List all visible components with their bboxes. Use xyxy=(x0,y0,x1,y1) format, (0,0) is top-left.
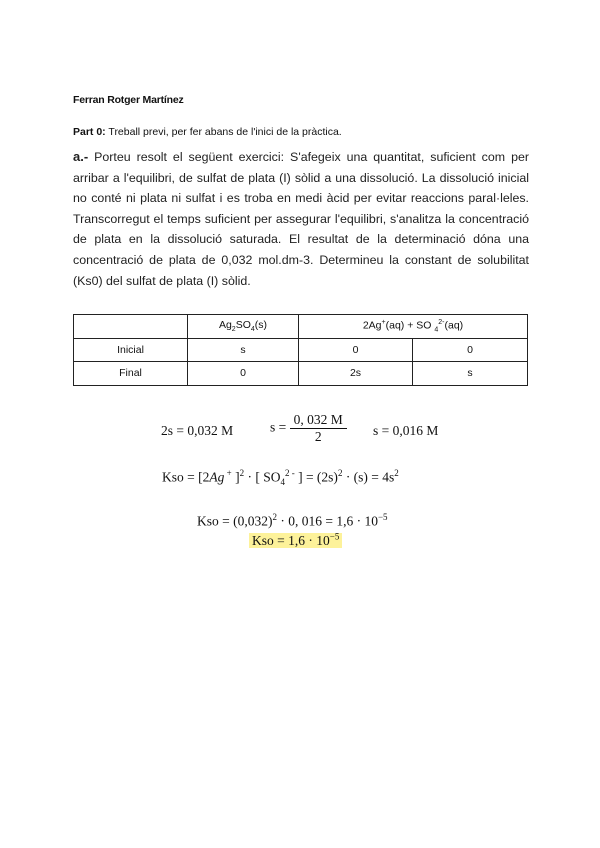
part0-label: Part 0: xyxy=(73,126,106,138)
equation-kso-result xyxy=(249,531,342,549)
equation-kso-expression: Kso = [2Ag + ]$^2$ · [ $SO_4^{2 -}$ ] = $(2s)^2 \cdot (s) = 4s^2$ xyxy=(162,468,399,488)
table-cell-label: Inicial xyxy=(74,338,188,362)
exercise-text: Porteu resolt el següent exercici: S'afegeix una quantitat, suficient com per arribar a l'equilibri, de sulfat de plata (I) sòlid a una dissolució. La dissolució inicial no conté ni plata ni sulfat i es troba en medi àcid per evitar reaccions paral·leles. Transcorregut el temps suficient per assegurar l'equilibri, s'analitza la concentració de plata en la dissolució saturada. El resultat de la determinació dóna una concentració de plata de 0,032 mol.dm-3. Determineu la constant de solubilitat (Ks0) del sulfat de plata (I) sòlid. xyxy=(73,150,529,288)
exercise-label: a.- xyxy=(73,149,89,164)
table-cell: 0 xyxy=(188,362,299,386)
equation-s-fraction xyxy=(270,412,347,445)
fraction-numerator: 0, 032 M xyxy=(290,412,347,429)
table-cell: s xyxy=(188,338,299,362)
equation-s-label: s = xyxy=(270,419,287,435)
author-name: Ferran Rotger Martínez xyxy=(73,94,184,106)
table-cell: 0 xyxy=(299,338,413,362)
fraction-denominator: 2 xyxy=(314,429,322,444)
table-header-products: 2Ag+(aq) + SO $_4^{2-}$(aq) xyxy=(299,315,528,339)
exercise-statement xyxy=(73,147,529,291)
fraction xyxy=(290,412,347,445)
table-row xyxy=(74,338,528,362)
part0-heading xyxy=(73,126,342,138)
equation-s-value: s = 0,016 M xyxy=(373,423,439,438)
ice-table xyxy=(73,314,528,386)
table-cell: s xyxy=(413,362,528,386)
highlighted-result: Kso = $1,6 \cdot 10^{-5}$ xyxy=(249,533,342,548)
table-cell-label: Final xyxy=(74,362,188,386)
table-row xyxy=(74,362,528,386)
part0-text: Treball previ, per fer abans de l'inici de la pràctica. xyxy=(105,126,342,138)
table-cell: 2s xyxy=(299,362,413,386)
equation-2s: 2s = 0,032 M xyxy=(161,423,234,438)
table-header-row xyxy=(74,315,528,339)
table-cell: 0 xyxy=(413,338,528,362)
table-header-empty xyxy=(74,315,188,339)
equation-kso-calc: Kso = $(0,032)^2 \cdot 0$, $016 = 1,6 \cdot 10^{-5}$ xyxy=(197,512,388,529)
table-header-reactant: $Ag_2SO_4(s)$ xyxy=(188,315,299,339)
